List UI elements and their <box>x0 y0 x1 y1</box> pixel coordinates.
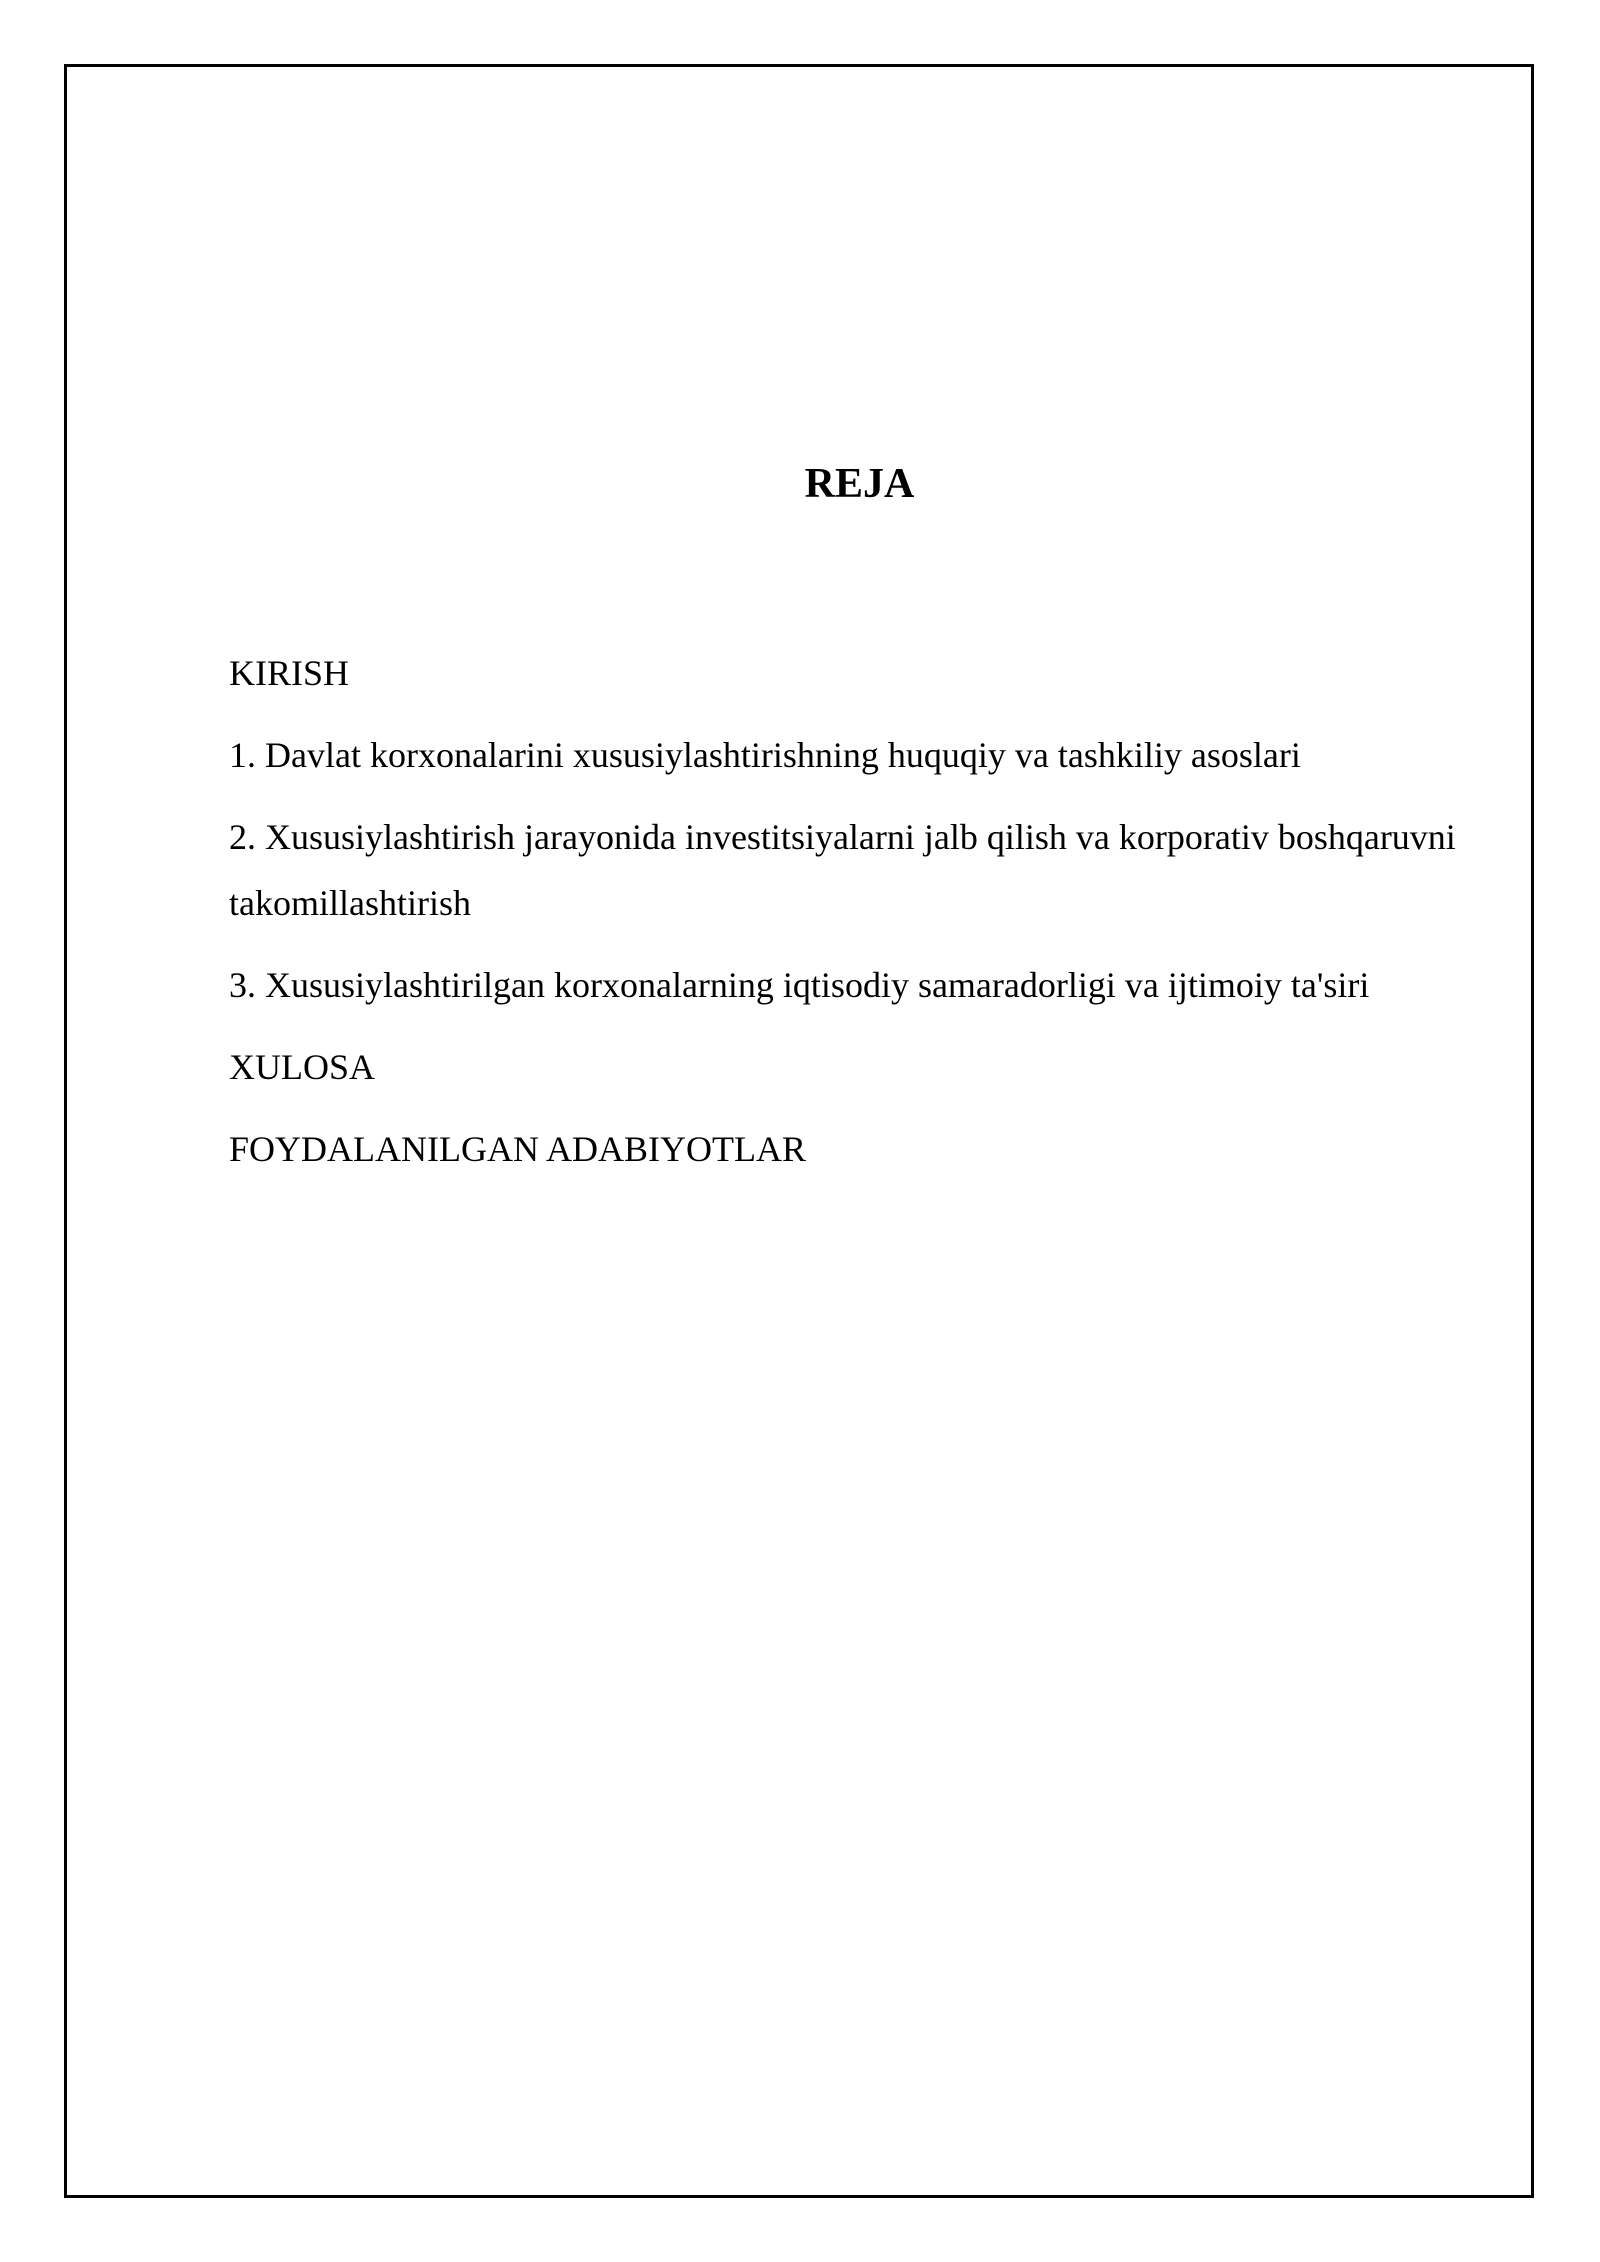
page-title: REJA <box>804 461 915 507</box>
plan-item-references: FOYDALANILGAN ADABIYOTLAR <box>229 1129 806 1169</box>
plan-item-1: 1. Davlat korxonalarini xususiylashtirishning huquqiy va tashkiliy asoslari <box>229 735 1301 775</box>
plan-item-conclusion: XULOSA <box>229 1047 376 1087</box>
plan-item-introduction: KIRISH <box>229 653 350 693</box>
plan-list <box>229 640 1479 1198</box>
plan-item-3: 3. Xususiylashtirilgan korxonalarning iqtisodiy samaradorligi va ijtimoiy ta'siri <box>229 965 1370 1005</box>
plan-item-2: 2. Xususiylashtirish jarayonida investitsiyalarni jalb qilish va korporativ boshqaruvni takomillashtirish <box>229 817 1456 923</box>
